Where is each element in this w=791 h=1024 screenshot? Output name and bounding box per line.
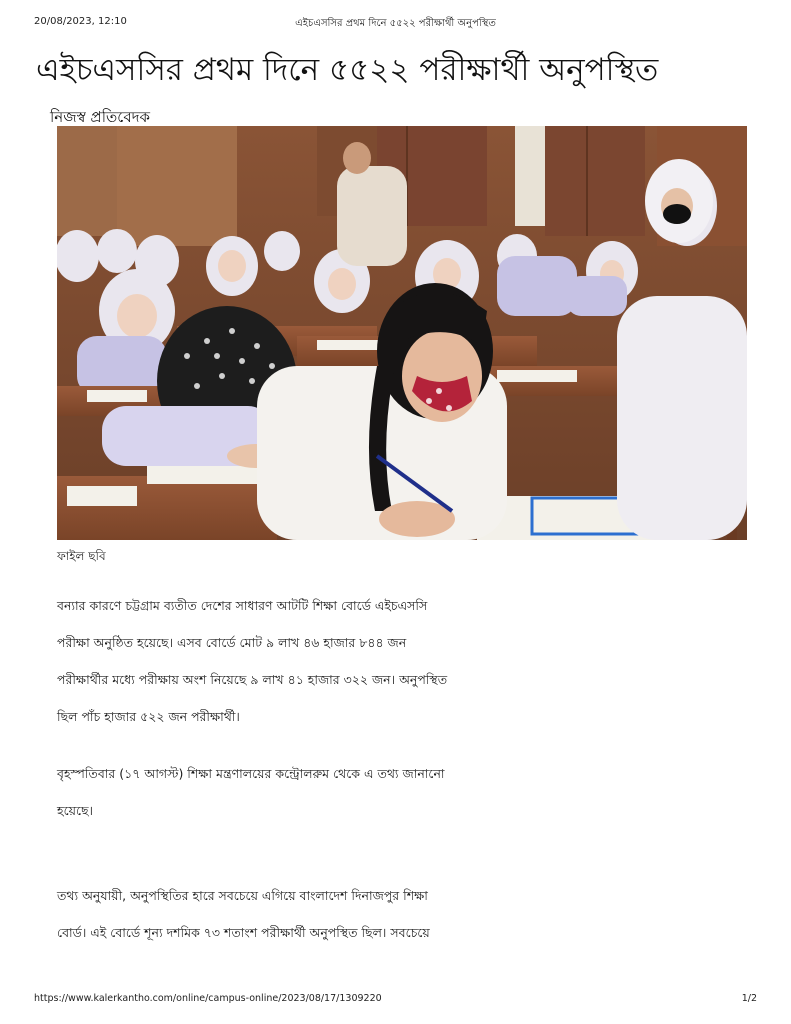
paragraph-line: হয়েছে।: [57, 803, 94, 818]
article-headline: এইচএসসির প্রথম দিনে ৫৫২২ পরীক্ষার্থী অনুপস্থিত: [36, 52, 659, 88]
article-paragraph: [57, 587, 527, 735]
article-photo: [57, 126, 747, 540]
paragraph-line: ছিল পাঁচ হাজার ৫২২ জন পরীক্ষার্থী।: [57, 709, 240, 724]
print-header: [34, 16, 757, 30]
print-header-date: 20/08/2023, 12:10: [34, 16, 127, 27]
paragraph-line: পরীক্ষা অনুষ্ঠিত হয়েছে। এসব বোর্ডে মোট ৯ লাখ ৪৬ হাজার ৮৪৪ জন: [57, 635, 407, 650]
article-paragraph: [57, 755, 527, 829]
page-number: 1/2: [741, 993, 757, 1004]
paragraph-line: তথ্য অনুযায়ী, অনুপস্থিতির হারে সবচেয়ে এগিয়ে বাংলাদেশ দিনাজপুর শিক্ষা: [57, 888, 428, 903]
article-paragraph: [57, 877, 527, 951]
source-url: https://www.kalerkantho.com/online/campus-online/2023/08/17/1309220: [34, 993, 382, 1004]
photo-caption: ফাইল ছবি: [57, 549, 106, 563]
paragraph-line: বোর্ড। এই বোর্ডে শূন্য দশমিক ৭৩ শতাংশ পরীক্ষার্থী অনুপস্থিত ছিল। সবচেয়ে: [57, 925, 430, 940]
paragraph-line: বৃহস্পতিবার (১৭ আগস্ট) শিক্ষা মন্ত্রণালয়ের কন্ট্রোলরুম থেকে এ তথ্য জানানো: [57, 766, 445, 781]
print-header-title: এইচএসসির প্রথম দিনে ৫৫২২ পরীক্ষার্থী অনুপস্থিত: [295, 18, 496, 29]
article-byline: নিজস্ব প্রতিবেদক: [50, 108, 151, 126]
paragraph-line: পরীক্ষার্থীর মধ্যে পরীক্ষায় অংশ নিয়েছে ৯ লাখ ৪১ হাজার ৩২২ জন। অনুপস্থিত: [57, 672, 448, 687]
paragraph-line: বন্যার কারণে চট্টগ্রাম ব্যতীত দেশের সাধারণ আটটি শিক্ষা বোর্ডে এইচএসসি: [57, 598, 428, 613]
print-footer: [34, 993, 757, 1007]
